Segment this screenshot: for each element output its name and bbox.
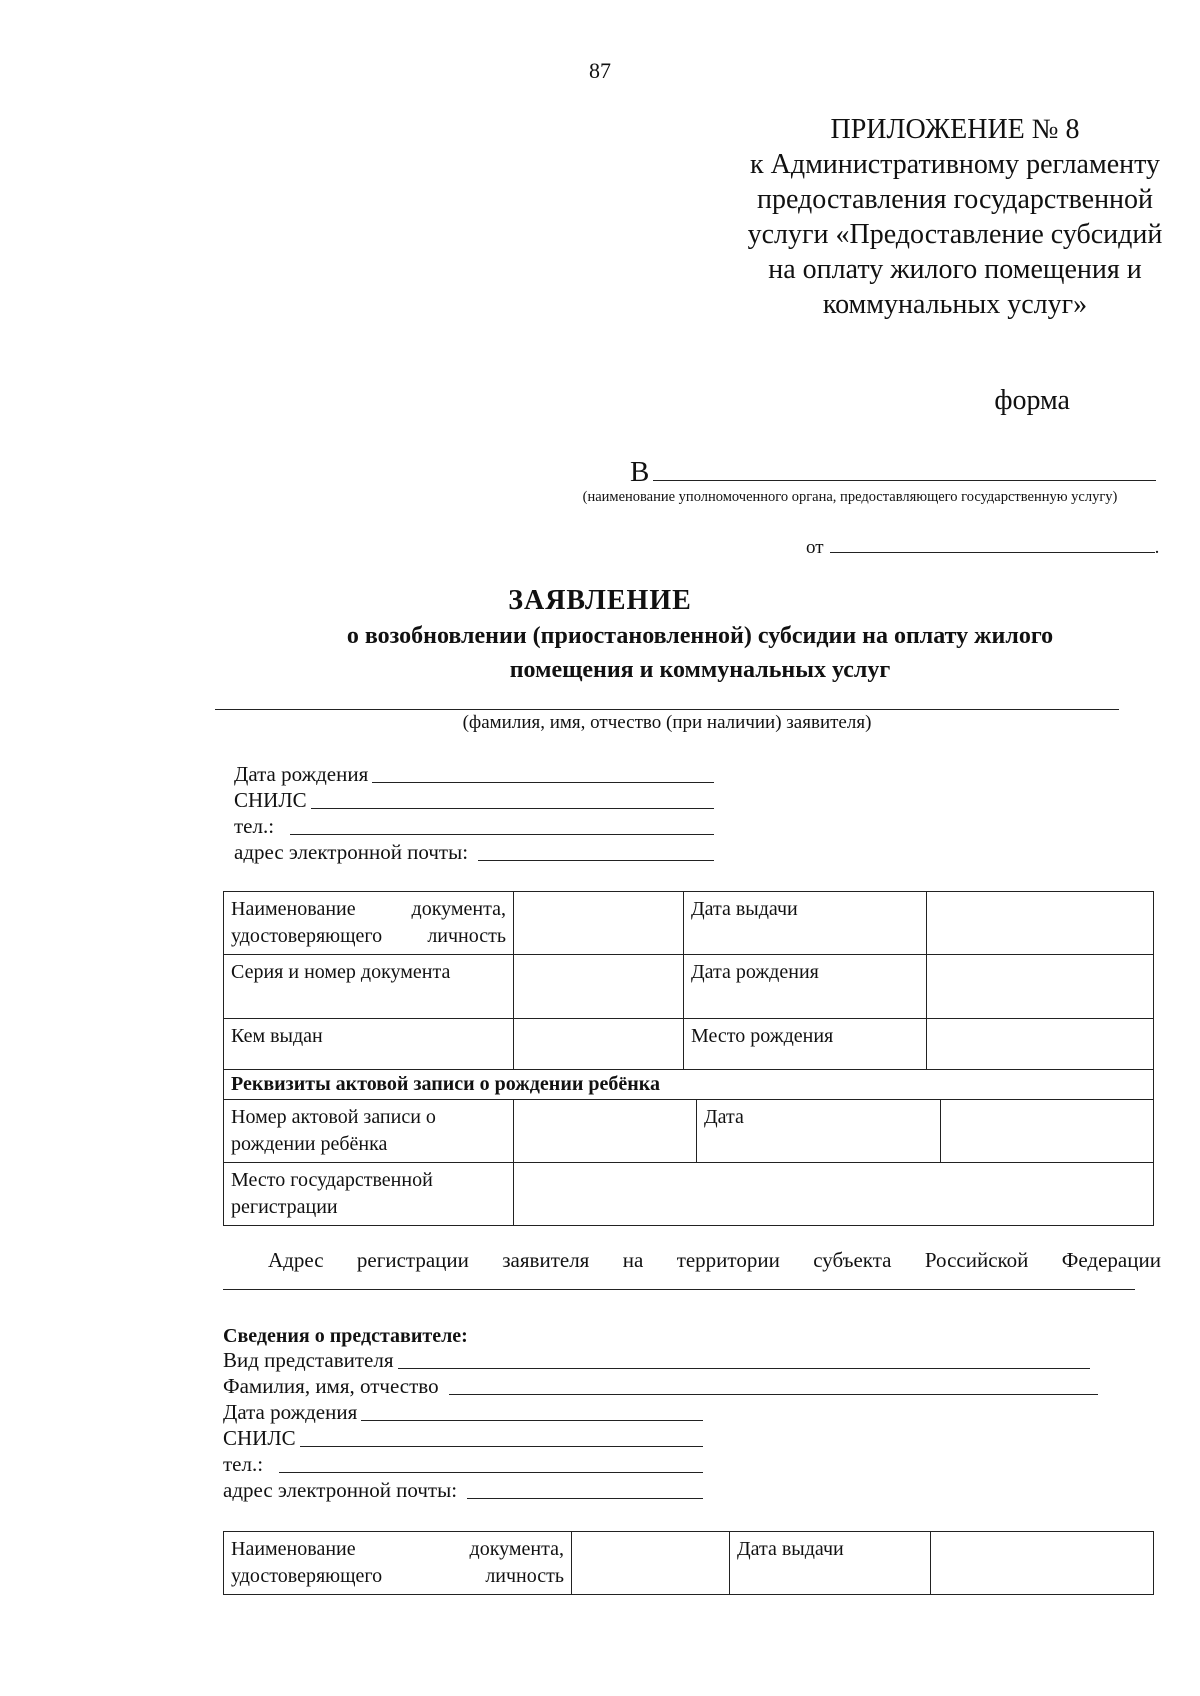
sender-line: [806, 534, 1159, 559]
field-label: адрес электронной почты:: [234, 840, 469, 864]
field-label: СНИЛС: [234, 788, 307, 812]
field-label: адрес электронной почты:: [223, 1478, 458, 1502]
representative-type-field[interactable]: [223, 1348, 1090, 1373]
appendix-block: [690, 112, 1200, 322]
rep-doc-name-label: Наименование документа, удостоверяющего личность: [224, 1532, 572, 1595]
act-record-number-label: Номер актовой записи о рождении ребёнка: [224, 1100, 514, 1163]
representative-name-field[interactable]: [223, 1374, 1098, 1399]
sender-prefix: от: [806, 537, 824, 558]
field-label: Фамилия, имя, отчество: [223, 1374, 439, 1398]
rep-issue-date-value[interactable]: [931, 1532, 1154, 1595]
field-label: Дата рождения: [223, 1400, 358, 1424]
rep-issue-date-label: Дата выдачи: [730, 1532, 931, 1595]
doc-name-label: Наименование документа, удостоверяющего личность: [224, 892, 514, 955]
identity-document-table: [223, 891, 1154, 1226]
appendix-line: услуги «Предоставление субсидий: [747, 219, 1163, 250]
birth-place-label: Место рождения: [684, 1019, 927, 1070]
applicant-name-field[interactable]: [215, 709, 1119, 710]
recipient-field[interactable]: [653, 452, 1156, 481]
subtitle-line-2: помещения и коммунальных услуг: [509, 657, 891, 683]
appendix-line: на оплату жилого помещения и: [768, 254, 1142, 285]
representative-email-field[interactable]: [223, 1478, 703, 1503]
address-word: Адрес: [268, 1248, 324, 1272]
birth-date-value[interactable]: [927, 955, 1154, 1019]
issued-by-value[interactable]: [514, 1019, 684, 1070]
representative-birth-date-field[interactable]: [223, 1400, 703, 1425]
applicant-phone-field[interactable]: [234, 814, 714, 839]
representative-snils-field[interactable]: [223, 1426, 703, 1451]
act-date-value[interactable]: [941, 1100, 1154, 1163]
issue-date-label: Дата выдачи: [684, 892, 927, 955]
series-number-label: Серия и номер документа: [224, 955, 514, 1019]
form-label: форма: [994, 385, 1070, 416]
appendix-line: предоставления государственной: [756, 184, 1154, 215]
act-record-number-value[interactable]: [514, 1100, 697, 1163]
applicant-snils-field[interactable]: [234, 788, 714, 813]
document-title: ЗАЯВЛЕНИЕ: [508, 585, 692, 616]
birth-place-value[interactable]: [927, 1019, 1154, 1070]
address-word: Российской: [924, 1248, 1029, 1272]
address-word: субъекта: [813, 1248, 892, 1272]
applicant-name-caption: (фамилия, имя, отчество (при наличии) заявителя): [462, 712, 872, 733]
subtitle-line-1: о возобновлении (приостановленной) субсидии на оплату жилого: [346, 623, 1054, 649]
issued-by-label: Кем выдан: [224, 1019, 514, 1070]
representative-header: Сведения о представителе:: [223, 1325, 468, 1347]
doc-name-value[interactable]: [514, 892, 684, 955]
issue-date-value[interactable]: [927, 892, 1154, 955]
registration-address-field[interactable]: [223, 1289, 1135, 1290]
recipient-line: [630, 452, 1156, 489]
address-word: Федерации: [1061, 1248, 1161, 1272]
registration-place-value[interactable]: [514, 1163, 1154, 1226]
applicant-birth-date-field[interactable]: [234, 762, 714, 787]
sender-suffix: .: [1154, 537, 1160, 558]
representative-phone-field[interactable]: [223, 1452, 703, 1477]
sender-field[interactable]: [830, 534, 1155, 553]
address-word: регистрации: [356, 1248, 469, 1272]
applicant-email-field[interactable]: [234, 840, 714, 865]
birth-date-label: Дата рождения: [684, 955, 927, 1019]
address-word: заявителя: [502, 1248, 590, 1272]
field-label: Вид представителя: [223, 1348, 394, 1372]
registration-place-label: Место государственной регистрации: [224, 1163, 514, 1226]
document-subtitle: [250, 619, 1150, 687]
appendix-line: к Административному регламенту: [750, 149, 1160, 180]
field-label: СНИЛС: [223, 1426, 296, 1450]
appendix-line: коммунальных услуг»: [822, 289, 1088, 320]
page-number: 87: [589, 58, 611, 83]
registration-address-label: [268, 1248, 1161, 1273]
field-label: Дата рождения: [234, 762, 369, 786]
act-date-label: Дата: [697, 1100, 941, 1163]
address-word: на: [622, 1248, 644, 1272]
appendix-line: ПРИЛОЖЕНИЕ № 8: [830, 114, 1080, 145]
rep-doc-name-value[interactable]: [572, 1532, 730, 1595]
representative-document-table: [223, 1531, 1154, 1595]
address-word: территории: [676, 1248, 780, 1272]
field-label: тел.:: [223, 1452, 264, 1476]
act-record-header: Реквизиты актовой записи о рождении ребёнка: [224, 1070, 1154, 1100]
field-label: тел.:: [234, 814, 275, 838]
recipient-prefix: В: [630, 456, 650, 488]
series-number-value[interactable]: [514, 955, 684, 1019]
recipient-caption: (наименование уполномоченного органа, предоставляющего государственную услугу): [582, 489, 1118, 505]
